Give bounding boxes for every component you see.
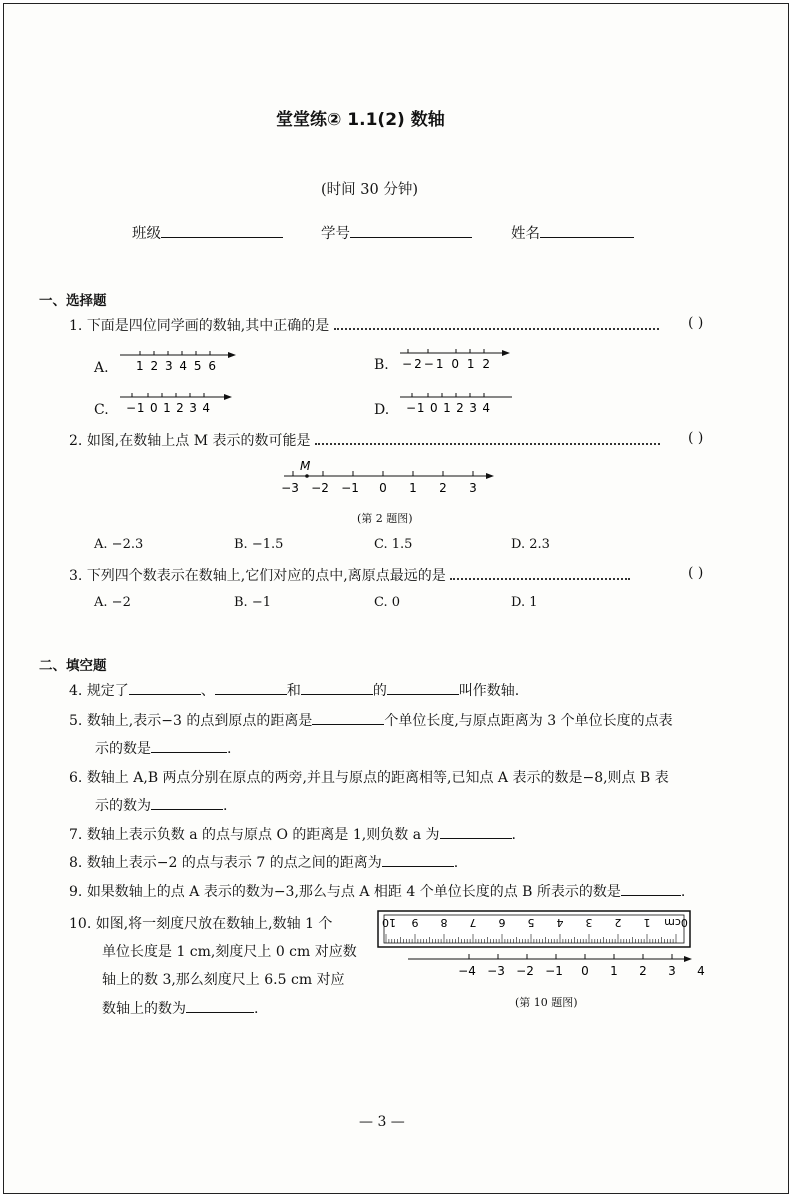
page-number: — 3 — <box>359 1114 405 1130</box>
q2-point-m <box>305 474 309 478</box>
q1-question <box>69 315 659 335</box>
student-no-blank[interactable] <box>350 223 472 238</box>
q5-question-line1: 5. 数轴上,表示−3 的点到原点的距离是 个单位长度,与原点距离为 3 个单位长度的点表 <box>69 710 673 730</box>
q3-text: 下列四个数表示在数轴上,它们对应的点中,离原点最远的是 <box>86 568 446 584</box>
name-blank[interactable] <box>540 223 634 238</box>
q4-blank-2[interactable] <box>215 680 287 695</box>
q9-blank[interactable] <box>621 881 681 896</box>
q2-text: 如图,在数轴上点 M 表示的数可能是 <box>86 433 311 449</box>
q1-option-b-ticks: −2−1 0 1 2 <box>402 357 490 371</box>
q10-axis-label: 4 <box>697 964 705 978</box>
q10-line4: 数轴上的数为 . <box>102 998 258 1018</box>
q5-blank-2[interactable] <box>151 738 227 753</box>
q4-question: 4. 规定了 、 和 的 叫作数轴. <box>69 680 519 700</box>
q1-option-a-label[interactable]: A. <box>94 360 109 376</box>
q10-axis-label: −4 <box>458 964 476 978</box>
q3-option-d[interactable]: D. 1 <box>511 595 538 610</box>
q10-figure-caption: (第 10 题图) <box>515 996 578 1009</box>
q2-point-m-label: M <box>300 459 311 473</box>
q1-text: 下面是四位同学画的数轴,其中正确的是 <box>86 318 330 334</box>
q10-axis-label: −2 <box>516 964 534 978</box>
class-label: 班级 <box>132 226 161 242</box>
q4-blank-3[interactable] <box>301 680 373 695</box>
q6-question-line1: 6. 数轴上 A,B 两点分别在原点的两旁,并且与原点的距离相等,已知点 A 表示的数是−8,则点 B 表 <box>69 770 669 786</box>
q1-leader-dots <box>334 318 659 330</box>
q10-axis-label: 1 <box>610 964 618 978</box>
q3-question <box>69 565 630 585</box>
time-limit: (时间 30 分钟) <box>321 182 418 198</box>
q2-option-d[interactable]: D. 2.3 <box>511 537 550 552</box>
q8-question: 8. 数轴上表示−2 的点与表示 7 的点之间的距离为 . <box>69 852 458 872</box>
q10-axis-label: −1 <box>545 964 563 978</box>
ruler-label: 7 <box>469 916 477 929</box>
ruler-label: 9 <box>411 916 419 929</box>
section2-heading: 二、填空题 <box>39 658 107 674</box>
q2-number: 2. <box>69 433 83 449</box>
q1-option-d-label[interactable]: D. <box>374 402 390 418</box>
q2-option-c[interactable]: C. 1.5 <box>374 537 413 552</box>
page-title: 堂堂练② 1.1(2) 数轴 <box>276 110 445 130</box>
q1-option-a-axis <box>118 347 238 373</box>
q10-blank[interactable] <box>186 998 254 1013</box>
q2-axis-label: 3 <box>469 481 477 495</box>
section1-heading: 一、选择题 <box>39 293 107 309</box>
ruler-label: 5 <box>527 916 535 929</box>
ruler-label: 6 <box>498 916 506 929</box>
q2-question <box>69 430 660 450</box>
q3-number: 3. <box>69 568 83 584</box>
q10-axis-label: 3 <box>668 964 676 978</box>
q5-blank-1[interactable] <box>312 710 384 725</box>
q10-axis-label: 0 <box>581 964 589 978</box>
q2-axis-label: 1 <box>409 481 417 495</box>
q5-question-line2: 示的数是 . <box>95 738 231 758</box>
ruler-label: 4 <box>556 916 564 929</box>
q1-option-b-axis <box>398 345 513 371</box>
q1-number: 1. <box>69 318 83 334</box>
q4-blank-4[interactable] <box>387 680 459 695</box>
ruler-label: 2 <box>614 916 622 929</box>
q10-axis-label: −3 <box>487 964 505 978</box>
q7-question: 7. 数轴上表示负数 a 的点与原点 O 的距离是 1,则负数 a 为 . <box>69 824 516 844</box>
q4-blank-1[interactable] <box>129 680 201 695</box>
q2-number-line <box>276 454 501 496</box>
q1-answer-bracket[interactable]: ( ) <box>688 315 704 331</box>
q2-axis-label: −1 <box>341 481 359 495</box>
q10-line1: 10. 如图,将一刻度尺放在数轴上,数轴 1 个 <box>69 916 333 932</box>
name-label: 姓名 <box>511 226 540 242</box>
q10-axis-end <box>664 949 714 979</box>
q3-option-c[interactable]: C. 0 <box>374 595 401 610</box>
q6-question-line2: 示的数为 . <box>95 795 227 815</box>
q10-axis-label: 2 <box>639 964 647 978</box>
q9-question: 9. 如果数轴上的点 A 表示的数为−3,那么与点 A 相距 4 个单位长度的点 B 所表示的数是 . <box>69 881 685 901</box>
q1-option-a-ticks: 1 2 3 4 5 6 <box>136 359 216 373</box>
worksheet-page <box>3 3 789 1194</box>
q1-option-c-axis <box>118 389 238 415</box>
q10-line3: 轴上的数 3,那么刻度尺上 6.5 cm 对应 <box>102 972 345 988</box>
q2-option-b[interactable]: B. −1.5 <box>234 537 284 552</box>
q3-leader-dots <box>450 568 630 580</box>
q2-axis-label: −3 <box>281 481 299 495</box>
q1-option-b-label[interactable]: B. <box>374 357 389 373</box>
q3-option-b[interactable]: B. −1 <box>234 595 271 610</box>
q2-option-a[interactable]: A. −2.3 <box>94 537 144 552</box>
ruler-label: 10 <box>382 916 396 929</box>
q2-figure-caption: (第 2 题图) <box>357 512 413 525</box>
student-no-field <box>321 222 472 243</box>
q2-axis-label: 2 <box>439 481 447 495</box>
student-no-label: 学号 <box>321 226 350 242</box>
q2-answer-bracket[interactable]: ( ) <box>688 430 704 446</box>
name-field <box>511 222 634 243</box>
q7-blank[interactable] <box>440 824 512 839</box>
q1-option-d-axis <box>398 389 518 415</box>
q1-option-c-label[interactable]: C. <box>94 402 109 418</box>
ruler-label: 8 <box>440 916 448 929</box>
q2-axis-label: −2 <box>311 481 329 495</box>
q2-axis-label: 0 <box>379 481 387 495</box>
q6-blank[interactable] <box>151 795 223 810</box>
ruler-label: 1 <box>643 916 651 929</box>
q10-number-line <box>408 954 696 978</box>
class-blank[interactable] <box>161 223 283 238</box>
class-field <box>132 222 283 243</box>
ruler-label: 0cm <box>664 916 688 929</box>
q3-option-a[interactable]: A. −2 <box>94 595 131 610</box>
q8-blank[interactable] <box>382 852 454 867</box>
q3-answer-bracket[interactable]: ( ) <box>688 565 704 581</box>
q2-leader-dots <box>315 433 660 445</box>
q1-option-d-ticks: −1 0 1 2 3 4 <box>406 401 490 415</box>
q1-option-c-ticks: −1 0 1 2 3 4 <box>126 401 210 415</box>
q10-line2: 单位长度是 1 cm,刻度尺上 0 cm 对应数 <box>102 944 357 960</box>
ruler <box>378 911 690 947</box>
ruler-label: 3 <box>585 916 593 929</box>
